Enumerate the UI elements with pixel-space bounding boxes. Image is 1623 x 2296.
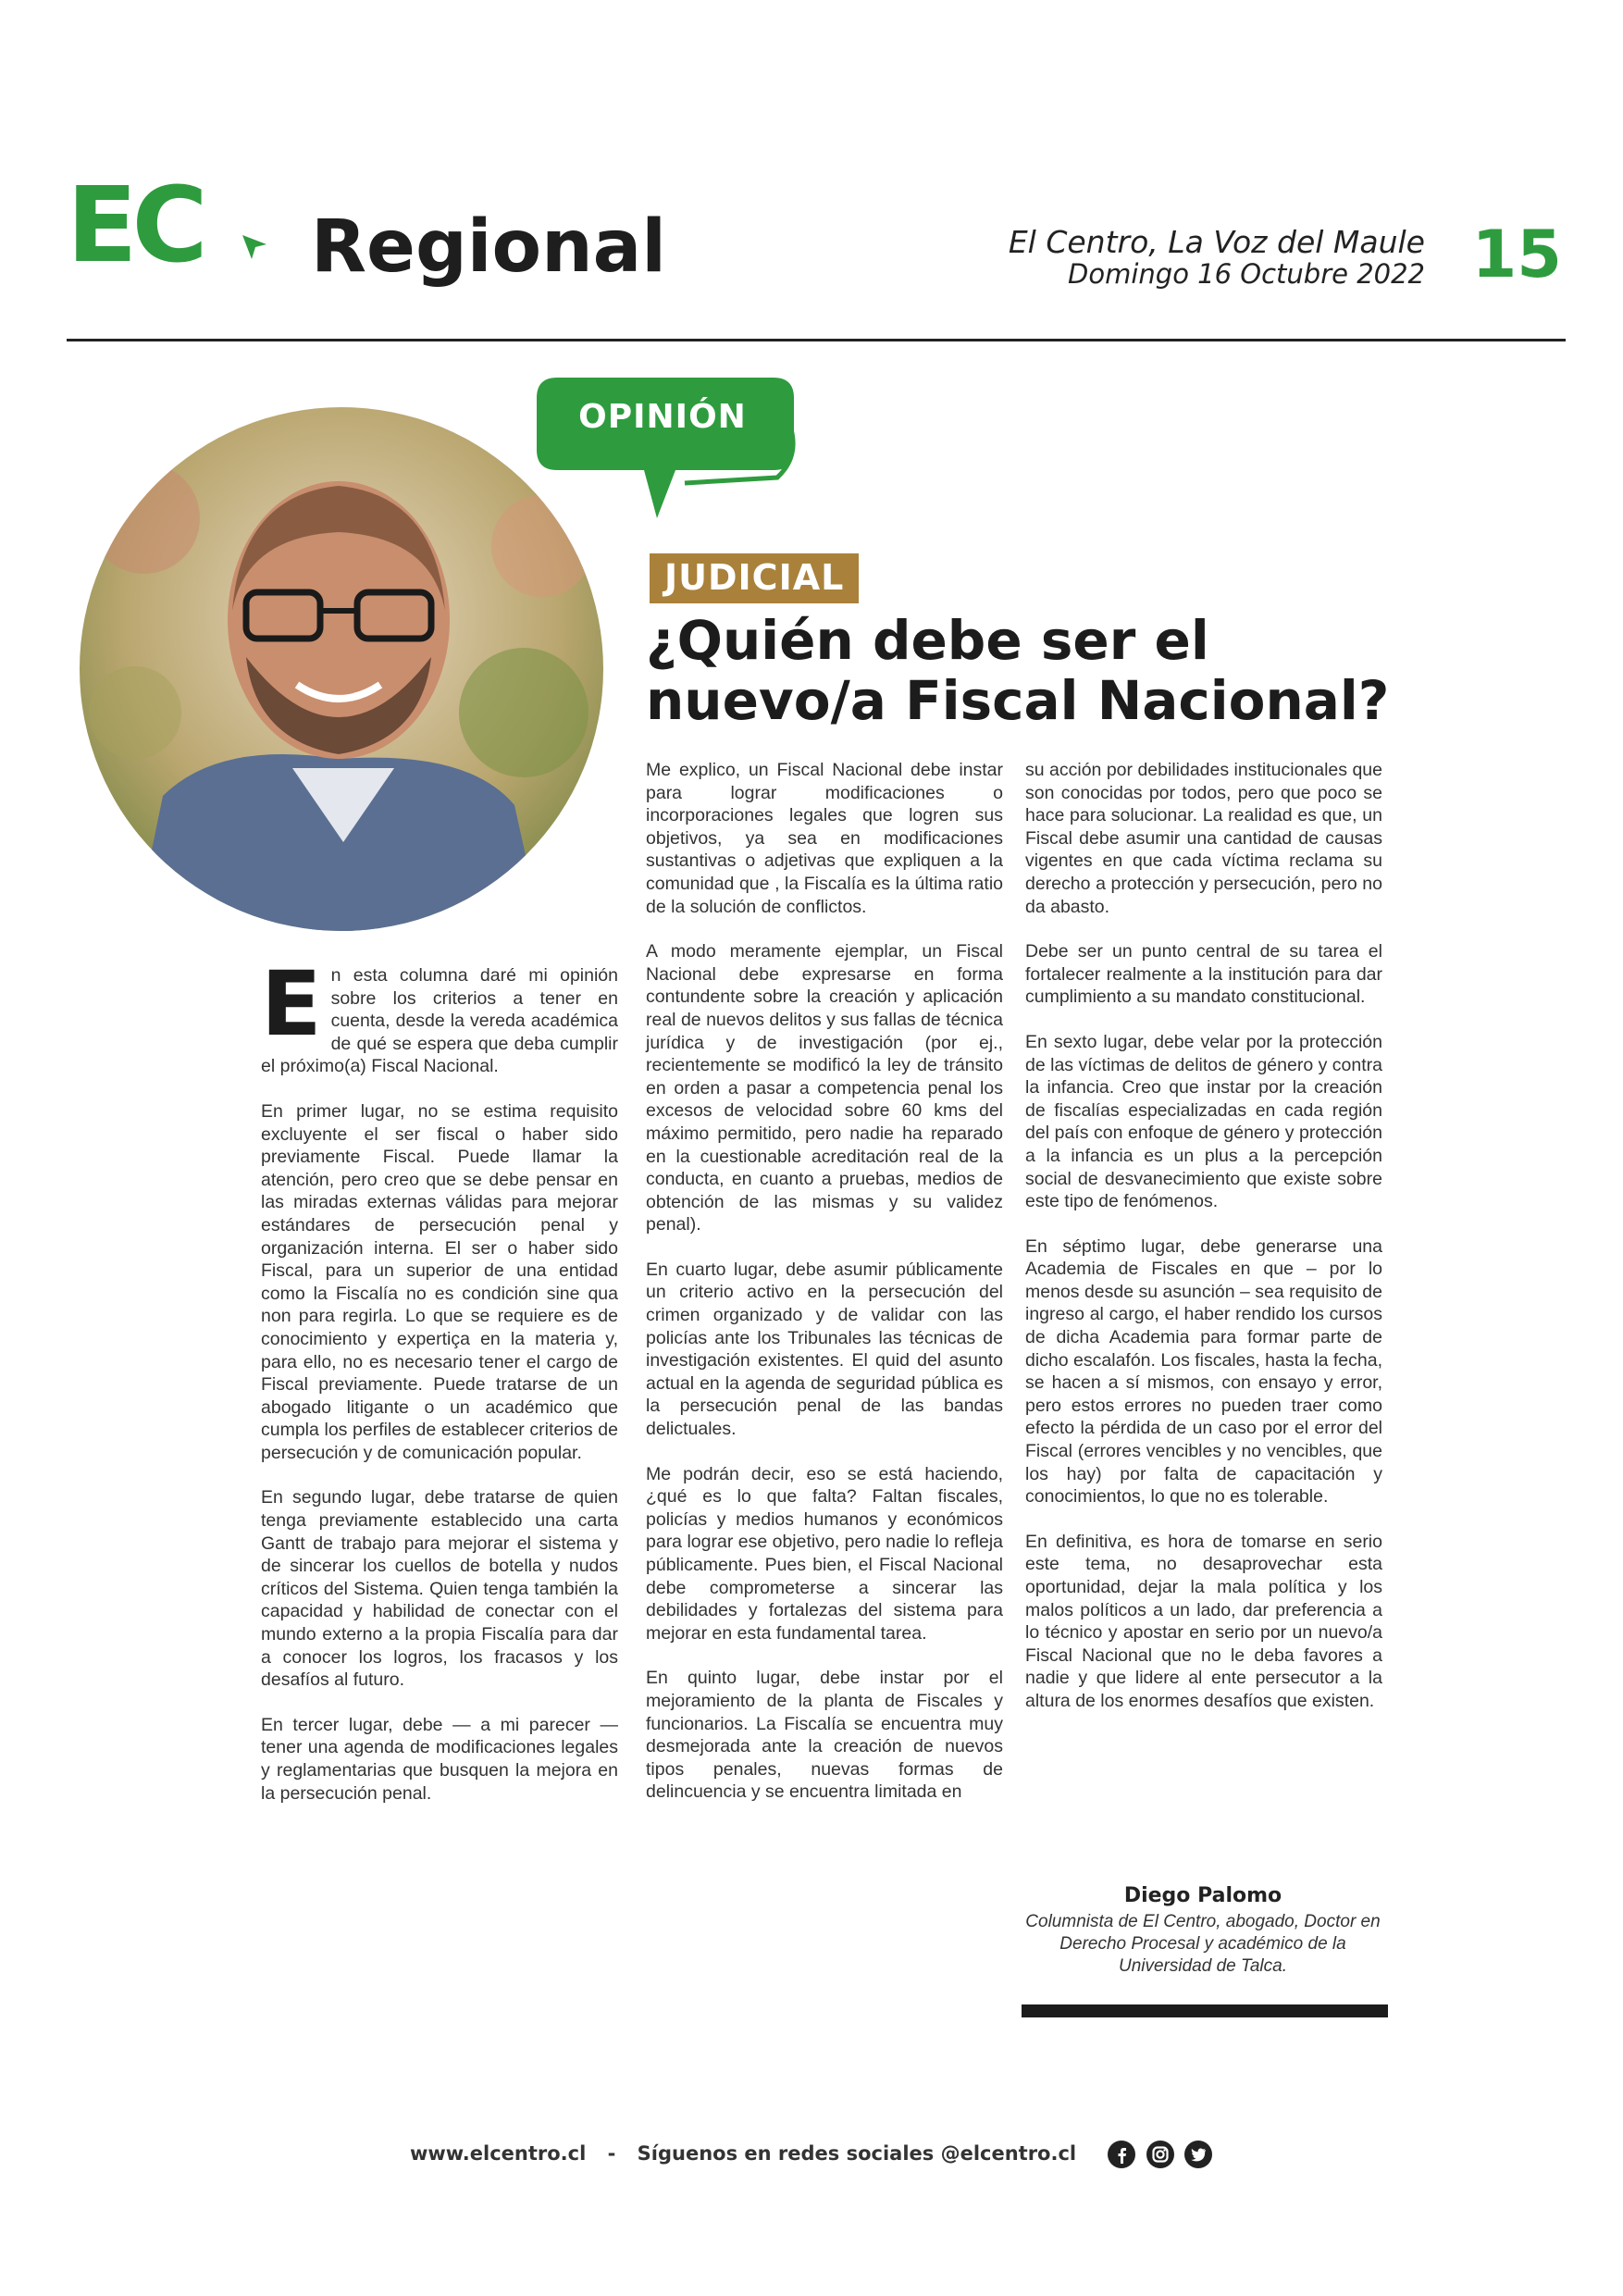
- article-paragraph: su acción por debilidades institucionales que son conocidas por todos, pero que poco se hace para solucionar. La realidad es que, un Fiscal debe asumir una cantidad de causas vigentes en que cada víctima reclama su derecho a protección y persecución, pero no da abasto.: [1025, 760, 1382, 917]
- page-number: 15: [1471, 217, 1562, 292]
- website-link[interactable]: www.elcentro.cl: [409, 2142, 587, 2165]
- article-column-1: [261, 952, 618, 1827]
- article-headline: ¿Quién debe ser el nuevo/a Fiscal Nacional?: [646, 609, 1390, 732]
- article-paragraph: Debe ser un punto central de su tarea el fortalecer realmente a la institución para dar cumplimiento a su mandato constitucional.: [1025, 941, 1382, 1008]
- article-paragraph: En séptimo lugar, debe generarse una Academia de Fiscales en que – por lo menos desde su asunción – sea requisito de ingreso al cargo, el haber rendido los cursos de dicha Academia para formar parte de dicho escalafón. Los fiscales, hasta la fecha, se hacen a sí mismos, con ensayo y error, pero estos errores no pueden traer como efecto la pérdida de un caso por el error del Fiscal (errores vencibles y no vencibles, que los hay) por falta de capacitación y conocimientos, lo que no es tolerable.: [1025, 1235, 1382, 1508]
- header-rule: [67, 339, 1566, 341]
- newspaper-name: El Centro, La Voz del Maule: [1008, 224, 1425, 260]
- footer-separator: -: [607, 2142, 616, 2165]
- article-paragraph: En primer lugar, no se estima requisito excluyente el ser fiscal o haber sido previamente Fiscal. Puede llamar la atención, pero creo que se debe pensar en las miradas externas válidas para mejorar estándares de persecución penal y organización interna. El ser o haber sido Fiscal, para un superior de una entidad como la Fiscalía no es condición sine qua non para regirla. Lo que se requiere es de conocimiento y expertiça en la materia y, para ello, no es necesario tener el cargo de Fiscal previamente. Puede tratarse de un abogado litigante o un académico que cumpla los perfiles de establecer criterios de persecución y de comunicación popular.: [261, 1100, 618, 1463]
- author-signature: [1018, 1884, 1388, 1978]
- opinion-badge: OPINIÓN: [578, 398, 747, 436]
- cursor-arrow-icon: [241, 233, 268, 261]
- drop-cap: E: [261, 952, 322, 1056]
- article-paragraph: En segundo lugar, debe tratarse de quien tenga previamente establecido una carta Gantt de trabajo para mejorar el sistema y de sincerar los cuellos de botella y nudos críticos del Sistema. Quien tenga también la capacidad y habilidad de conectar con el mundo externo a la propia Fiscalía para dar a conocer los logros, los fracasos y los desafíos al futuro.: [261, 1487, 618, 1691]
- issue-date: Domingo 16 Octubre 2022: [1068, 258, 1425, 291]
- social-icons: [1105, 2140, 1213, 2169]
- section-title: Regional: [311, 205, 667, 289]
- article-paragraph: En cuarto lugar, debe asumir públicamente un criterio activo en la persecución del crimen organizado y de validar con las policías ante los Tribunales las técnicas de investigación existentes. El quid del asunto actual en la agenda de seguridad pública es la persecución penal de las bandas delictuales.: [646, 1259, 1003, 1440]
- instagram-icon[interactable]: [1146, 2140, 1175, 2169]
- article-column-2: [646, 759, 1003, 1826]
- twitter-icon[interactable]: [1183, 2140, 1213, 2169]
- article-column-3: [1025, 759, 1382, 1735]
- article-paragraph: Me podrán decir, eso se está haciendo, ¿qué es lo que falta? Faltan fiscales, policías y medios humanos y económicos para lograr ese objetivo, pero nadie lo refleja públicamente. Pues bien, el Fiscal Nacional debe comprometerse a sincerar las debilidades y fortalezas del sistema para mejorar en esta fundamental tarea.: [646, 1463, 1003, 1644]
- opinion-speech-bubble-icon: [527, 370, 805, 527]
- newspaper-logo: [67, 166, 203, 286]
- article-paragraph: En tercer lugar, debe — a mi parecer — tener una agenda de modificaciones legales y reglamentarias que busquen la mejora en la persecución penal.: [261, 1714, 618, 1804]
- facebook-icon[interactable]: [1107, 2140, 1136, 2169]
- author-divider-bar: [1022, 2004, 1388, 2017]
- page-footer: [0, 2140, 1623, 2169]
- article-paragraph: En esta columna daré mi opinión sobre los criterios a tener en cuenta, desde la vereda académica de qué se espera que deba cumplir el próximo(a) Fiscal Nacional.: [261, 952, 618, 1077]
- masthead: [1009, 226, 1425, 291]
- article-paragraph: En quinto lugar, debe instar por el mejoramiento de la planta de Fiscales y funcionarios. La Fiscalía se encuentra muy desmejorada ante la creación de nuevos tipos penales, nuevas formas de delincuencia y se encuentra limitada en: [646, 1668, 1003, 1803]
- article-paragraph: En sexto lugar, debe velar por la protección de las víctimas de delitos de género y contra la infancia. Creo que instar por la creación de fiscalías especializadas en cada región del país con enfoque de género y protección a la infancia es un plus a la percepción social de desvanecimiento que existe sobre este tipo de fenómenos.: [1025, 1031, 1382, 1212]
- logo-text: EC: [67, 166, 203, 286]
- author-photo: [80, 407, 603, 931]
- category-tag: JUDICIAL: [650, 553, 859, 603]
- author-bio: Columnista de El Centro, abogado, Doctor en Derecho Procesal y académico de la Universidad de Talca.: [1025, 1912, 1381, 1976]
- author-name: Diego Palomo: [1123, 1884, 1282, 1907]
- social-text: Síguenos en redes sociales @elcentro.cl: [637, 2142, 1077, 2165]
- article-paragraph: A modo meramente ejemplar, un Fiscal Nacional debe expresarse en forma contundente sobre la creación y aplicación real de nuevos delitos y sus fallas de técnica jurídica y de investigación (por ej., recientemente se modificó la ley de tránsito en orden a pasar a competencia penal los excesos de velocidad sobre 60 kms del máximo permitido, pero nadie ha reparado en la cuestionable acreditación real de la conducta, en cuanto a pruebas, medios de obtención de las mismas y su validez penal).: [646, 941, 1003, 1235]
- article-paragraph: En definitiva, es hora de tomarse en serio este tema, no desaprovechar esta oportunidad, dejar la mala política y los malos políticos a un lado, dar preferencia a lo técnico y apostar en serio por un nuevo/a Fiscal Nacional que no le deba favores a nadie y que lidere al ente persecutor a la altura de los enormes desafíos que existen.: [1025, 1531, 1382, 1711]
- article-paragraph: Me explico, un Fiscal Nacional debe instar para lograr modificaciones o incorporaciones legales que logren sus objetivos, ya sea en modificaciones sustantivas o adjetivas que expliquen a la comunidad que , la Fiscalía es la última ratio de la solución de conflictos.: [646, 760, 1003, 917]
